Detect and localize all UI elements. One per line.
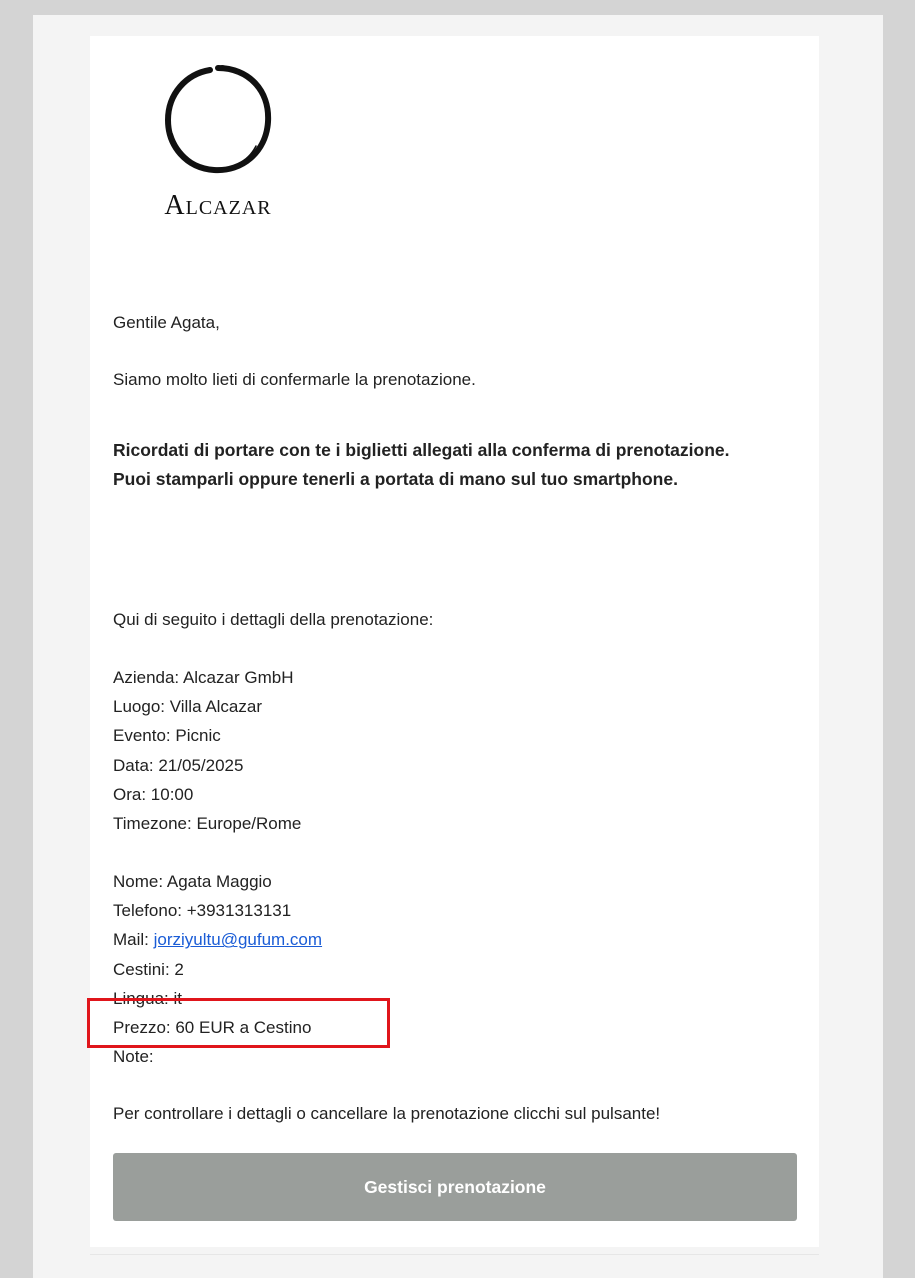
mail-link[interactable]: jorziyultu@gufum.com [153,930,323,950]
brush-circle-icon [162,64,274,176]
logo-wordmark: Alcazar [164,190,272,221]
details-intro: Qui di seguito i dettagli della prenotazione: [113,610,434,629]
intro-text: Siamo molto lieti di confermarle la prenotazione. [113,370,476,389]
detail-time: Ora: 10:00 [113,784,194,804]
detail-baskets: Cestini: 2 [113,959,184,979]
detail-event: Evento: Picnic [113,726,221,746]
email-body-bottom-divider [90,1254,819,1255]
detail-name: Nome: Agata Maggio [113,872,272,891]
alcazar-logo [152,60,284,230]
detail-mail [113,925,322,954]
detail-notes: Note: [113,1047,154,1067]
detail-date: Data: 21/05/2025 [113,755,244,775]
detail-phone: Telefono: +3931313131 [113,901,292,921]
reminder-line-2: Puoi stamparli oppure tenerli a portata di mano sul tuo smartphone. [113,469,678,489]
reminder-line-1: Ricordati di portare con te i biglietti allegati alla conferma di prenotazione. [113,440,730,460]
manage-booking-button[interactable]: Gestisci prenotazione [113,1153,797,1221]
mail-label: Mail: [113,930,154,950]
greeting: Gentile Agata, [113,313,220,332]
detail-location: Luogo: Villa Alcazar [113,697,263,717]
detail-timezone: Timezone: Europe/Rome [113,813,302,833]
footer-text: Per controllare i dettagli o cancellare la prenotazione clicchi sul pulsante! [113,1104,661,1123]
detail-company: Azienda: Alcazar GmbH [113,668,294,687]
detail-price: Prezzo: 60 EUR a Cestino [113,1017,312,1037]
booking-details [113,663,301,838]
customer-details [113,867,322,1071]
detail-language: Lingua: it [113,988,182,1008]
